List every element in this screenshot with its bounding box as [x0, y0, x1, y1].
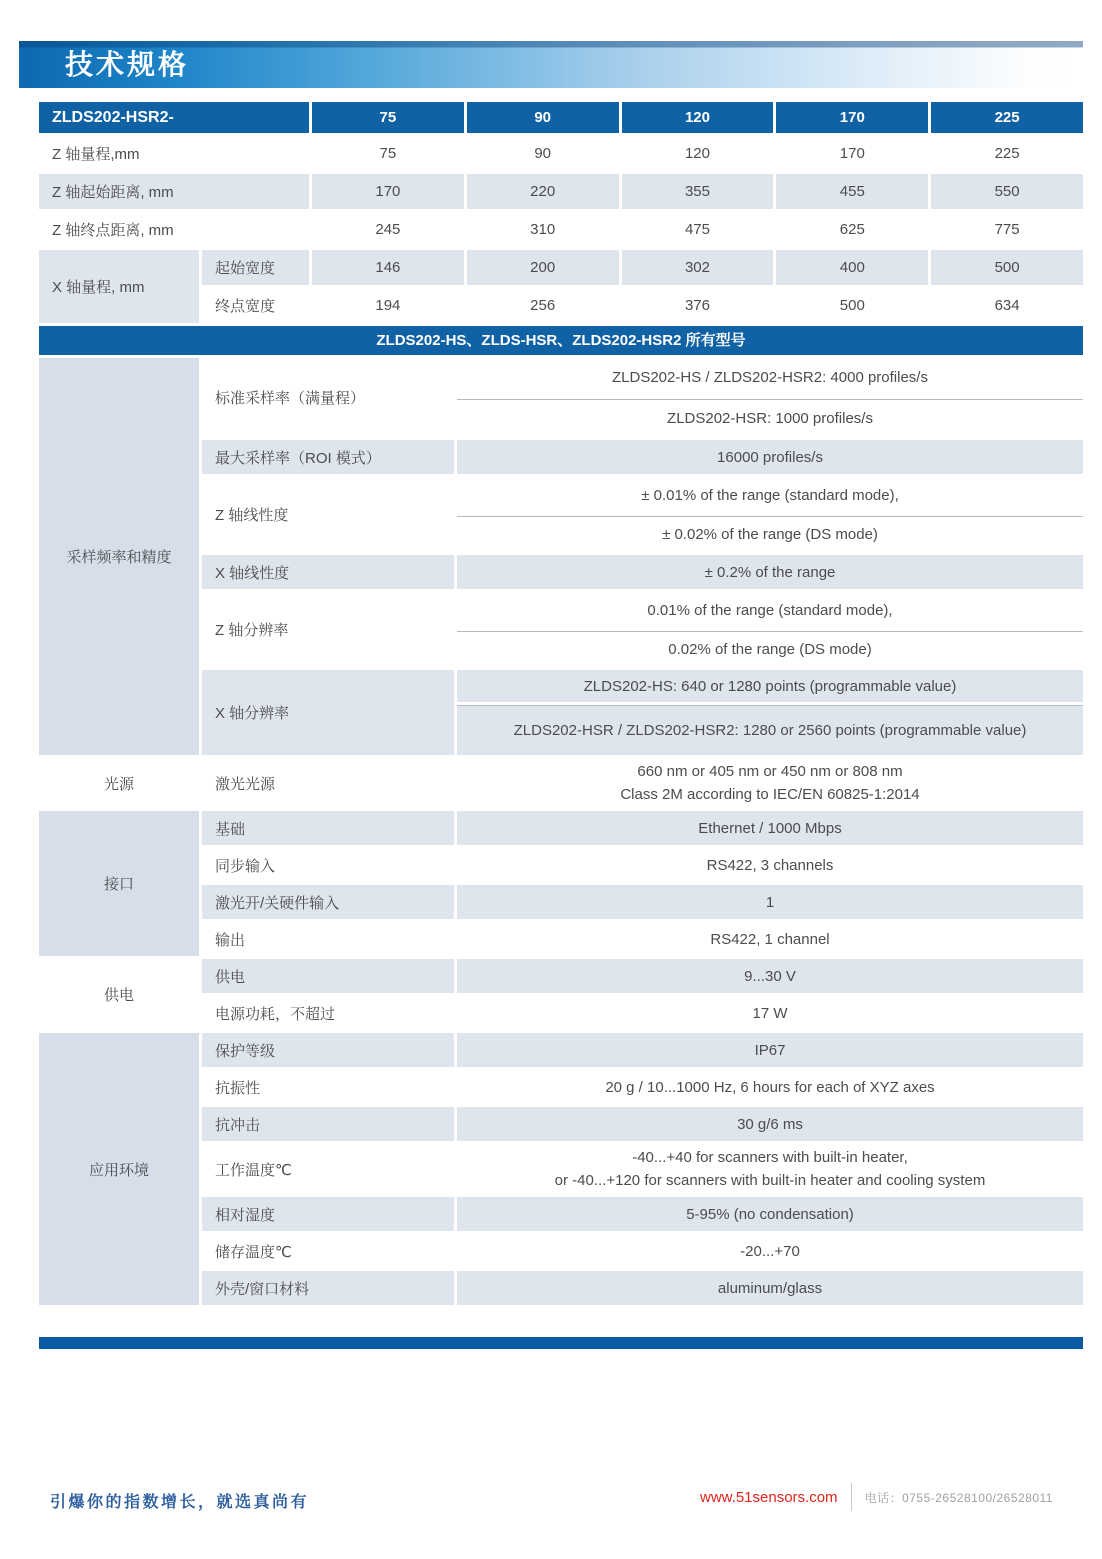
model-col-header: 75: [312, 102, 464, 133]
spec-value: ZLDS202-HS: 640 or 1280 points (programmable value): [457, 670, 1083, 702]
table-row: [39, 758, 1083, 808]
spec-value: -20...+70: [457, 1234, 1083, 1268]
spec-row-label: 保护等级: [202, 1033, 454, 1067]
spec-value: ZLDS202-HS / ZLDS202-HSR2: 4000 profiles/s: [457, 358, 1083, 396]
spec-row-label: 同步输入: [202, 848, 454, 882]
model-cell: 170: [312, 174, 464, 209]
model-cell: 475: [622, 212, 774, 247]
spec-value: [457, 1144, 1083, 1194]
table-row: [39, 358, 1083, 396]
footer-contact: [700, 1483, 1053, 1511]
model-col-header: 90: [467, 102, 619, 133]
model-cell: 120: [622, 136, 774, 171]
section-header: ZLDS202-HS、ZLDS-HSR、ZLDS202-HSR2 所有型号: [39, 326, 1083, 355]
spec-value: ± 0.01% of the range (standard mode),: [457, 477, 1083, 513]
model-cell: 500: [776, 288, 928, 323]
spec-value: 5-95% (no condensation): [457, 1197, 1083, 1231]
model-header-row: [39, 102, 1083, 133]
table-row: [39, 174, 1083, 209]
spec-row-label: 抗冲击: [202, 1107, 454, 1141]
spec-value: 20 g / 10...1000 Hz, 6 hours for each of XYZ axes: [457, 1070, 1083, 1104]
model-cell: 200: [467, 250, 619, 285]
spec-value: ZLDS202-HSR: 1000 profiles/s: [457, 399, 1083, 437]
spec-value: [457, 758, 1083, 808]
model-cell: 634: [931, 288, 1083, 323]
model-cell: 355: [622, 174, 774, 209]
spec-row-label: 相对湿度: [202, 1197, 454, 1231]
spec-row-label: 最大采样率（ROI 模式）: [202, 440, 454, 474]
bottom-divider-bar: [39, 1337, 1083, 1349]
model-cell: 225: [931, 136, 1083, 171]
model-cell: 245: [312, 212, 464, 247]
model-row-label: Z 轴起始距离, mm: [39, 174, 309, 209]
spec-row-label: 标准采样率（满量程）: [202, 358, 454, 437]
spec-group-label: 接口: [39, 811, 199, 956]
spec-group-label: 应用环境: [39, 1033, 199, 1305]
spec-row-label: 输出: [202, 922, 454, 956]
spec-row-label: 外壳/窗口材料: [202, 1271, 454, 1305]
table-row: [39, 811, 1083, 845]
table-row: [39, 959, 1083, 993]
spec-row-label: 激光开/关硬件输入: [202, 885, 454, 919]
spec-value: RS422, 1 channel: [457, 922, 1083, 956]
spec-table: [36, 355, 1086, 1308]
page-title: 技术规格: [65, 49, 190, 80]
model-group-label: X 轴量程, mm: [39, 250, 199, 323]
spec-value: 30 g/6 ms: [457, 1107, 1083, 1141]
model-cell: 302: [622, 250, 774, 285]
spec-value: 1: [457, 885, 1083, 919]
spec-row-label: 电源功耗，不超过: [202, 996, 454, 1030]
model-cell: 170: [776, 136, 928, 171]
table-row: [39, 136, 1083, 171]
spec-row-label: Z 轴分辨率: [202, 592, 454, 667]
phone-number: 电话：0755-26528100/26528011: [864, 1490, 1053, 1505]
model-cell: 400: [776, 250, 928, 285]
model-col-header: 225: [931, 102, 1083, 133]
spec-row-label: 储存温度℃: [202, 1234, 454, 1268]
spec-content: [39, 99, 1083, 1308]
spec-group-label: 采样频率和精度: [39, 358, 199, 755]
table-row: [39, 1033, 1083, 1067]
spec-value: 0.01% of the range (standard mode),: [457, 592, 1083, 628]
model-sub-label: 终点宽度: [202, 288, 309, 323]
model-row-label: Z 轴终点距离, mm: [39, 212, 309, 247]
spec-value-line: -40...+40 for scanners with built-in heater,: [632, 1149, 908, 1166]
spec-value: IP67: [457, 1033, 1083, 1067]
spec-value: 17 W: [457, 996, 1083, 1030]
spec-value: RS422, 3 channels: [457, 848, 1083, 882]
spec-value: [457, 705, 1083, 755]
footer-slogan: 引爆你的指数增长，就选真尚有: [50, 1494, 310, 1511]
model-col-header: 120: [622, 102, 774, 133]
model-sub-label: 起始宽度: [202, 250, 309, 285]
model-cell: 550: [931, 174, 1083, 209]
model-cell: 194: [312, 288, 464, 323]
title-band: [19, 41, 1083, 88]
model-cell: 455: [776, 174, 928, 209]
spec-value: Ethernet / 1000 Mbps: [457, 811, 1083, 845]
table-row: [39, 250, 1083, 285]
spec-row-label: Z 轴线性度: [202, 477, 454, 552]
spec-value: aluminum/glass: [457, 1271, 1083, 1305]
model-cell: 256: [467, 288, 619, 323]
footer-divider: [851, 1483, 852, 1511]
model-cell: 500: [931, 250, 1083, 285]
spec-row-label: X 轴线性度: [202, 555, 454, 589]
table-row: [39, 212, 1083, 247]
spec-row-label: 抗振性: [202, 1070, 454, 1104]
spec-value-line: 660 nm or 405 nm or 450 nm or 808 nm: [637, 763, 903, 780]
spec-value: ± 0.02% of the range (DS mode): [457, 516, 1083, 552]
model-row-label: Z 轴量程,mm: [39, 136, 309, 171]
spec-group-label: 光源: [39, 758, 199, 808]
spec-group-label: 供电: [39, 959, 199, 1030]
website-link[interactable]: www.51sensors.com: [700, 1488, 838, 1506]
model-col-header: 170: [776, 102, 928, 133]
model-cell: 75: [312, 136, 464, 171]
spec-row-label: 供电: [202, 959, 454, 993]
spec-value-line: Class 2M according to IEC/EN 60825-1:2014: [620, 786, 920, 803]
spec-value: 16000 profiles/s: [457, 440, 1083, 474]
spec-value: 0.02% of the range (DS mode): [457, 631, 1083, 667]
model-cell: 146: [312, 250, 464, 285]
spec-value: ± 0.2% of the range: [457, 555, 1083, 589]
spec-row-label: 激光光源: [202, 758, 454, 808]
spec-row-label: X 轴分辨率: [202, 670, 454, 755]
spec-value-text: ZLDS202-HSR / ZLDS202-HSR2: 1280 or 2560 points (programmable value): [513, 721, 1027, 739]
model-table-title: ZLDS202-HSR2-: [39, 102, 309, 133]
model-cell: 310: [467, 212, 619, 247]
model-cell: 220: [467, 174, 619, 209]
model-range-table: [36, 99, 1086, 326]
spec-value-line: or -40...+120 for scanners with built-in heater and cooling system: [554, 1172, 986, 1189]
model-cell: 625: [776, 212, 928, 247]
spec-row-label: 基础: [202, 811, 454, 845]
spec-value: 9...30 V: [457, 959, 1083, 993]
model-cell: 376: [622, 288, 774, 323]
model-cell: 775: [931, 212, 1083, 247]
model-cell: 90: [467, 136, 619, 171]
spec-row-label: 工作温度℃: [202, 1144, 454, 1194]
